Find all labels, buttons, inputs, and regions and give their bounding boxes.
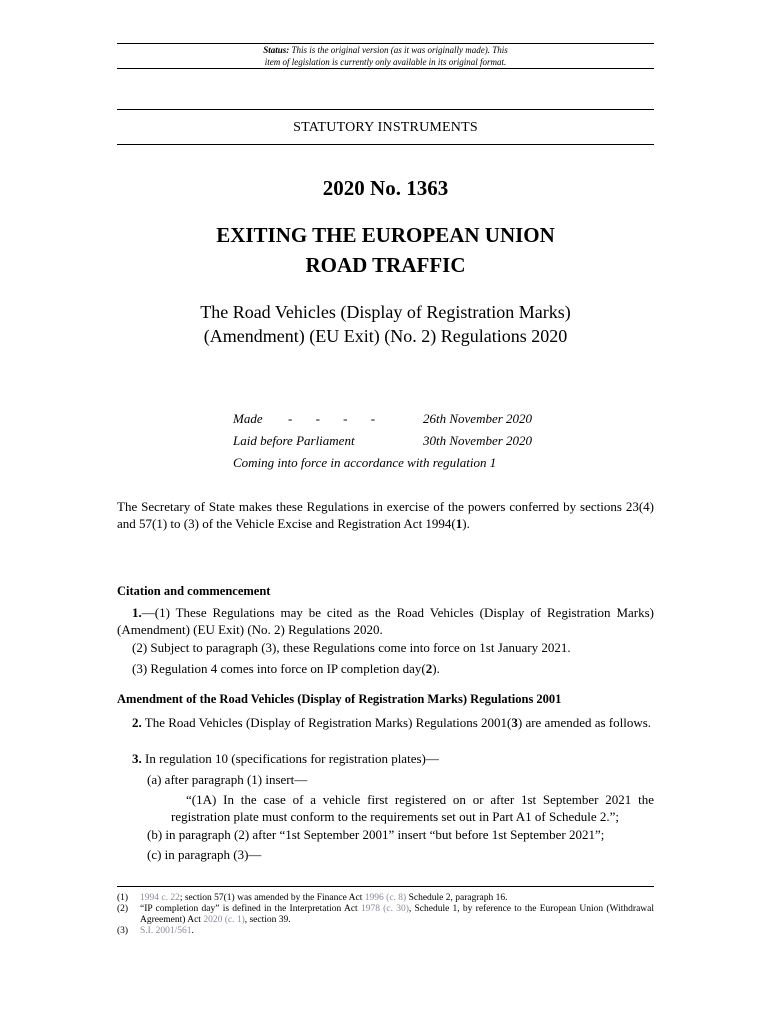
reg3-number: 3. <box>132 751 142 766</box>
footnote-3-end: . <box>191 926 194 936</box>
instrument-number: 2020 No. 1363 <box>322 176 449 200</box>
made-label: Made <box>233 411 263 426</box>
reg1-para3-text: (3) Regulation 4 comes into force on IP completion day( <box>132 661 426 676</box>
footnote-2-text-b: , Schedule 1, by reference to the European Union (Withdrawal Agreement) Act <box>140 904 655 925</box>
footnote-2-text-a: “IP completion day” is defined in the Interpretation Act <box>140 904 361 914</box>
si-bottom-rule <box>117 144 654 145</box>
regulation-title <box>117 300 654 348</box>
subject-road-traffic: ROAD TRAFFIC <box>305 253 466 277</box>
subject-eu: EXITING THE EUROPEAN UNION <box>216 223 555 247</box>
status-notice <box>117 44 654 68</box>
si-top-rule <box>117 109 654 110</box>
reg2-number: 2. <box>132 715 142 730</box>
made-date: 26th November 2020 <box>423 411 533 426</box>
reg3-item-b: (b) in paragraph (2) after “1st September 2001” insert “but before 1st September 2021”; <box>147 827 605 842</box>
footnote-3-number: (3) <box>117 926 129 936</box>
preamble-text: The Secretary of State makes these Regulations in exercise of the powers conferred by sections 23(4) and 57(1) to (3) of the Vehicle Excise and Registration Act 1994( <box>117 499 654 531</box>
laid-label: Laid before Parliament <box>233 433 355 448</box>
status-line1: This is the original version (as it was originally made). This <box>291 45 508 55</box>
reg3-item-c: (c) in paragraph (3)— <box>147 847 262 862</box>
status-label: Status: <box>263 45 290 55</box>
footnote-2-number: (2) <box>117 904 129 914</box>
citation-heading: Citation and commencement <box>117 584 271 598</box>
reg1-number: 1. <box>132 605 142 620</box>
laid-date: 30th November 2020 <box>423 433 533 448</box>
reg3-item-a: (a) after paragraph (1) insert— <box>147 772 308 787</box>
footnote-ref-2[interactable]: 2 <box>425 661 433 676</box>
footnote-2-text <box>140 904 654 926</box>
preamble <box>117 498 654 532</box>
title-line1: The Road Vehicles (Display of Registration Marks) <box>200 302 571 322</box>
reg2-text: The Road Vehicles (Display of Registration Marks) Regulations 2001( <box>141 715 512 730</box>
footnote-ref-1[interactable]: 1 <box>455 516 463 531</box>
amendment-heading: Amendment of the Road Vehicles (Display of Registration Marks) Regulations 2001 <box>117 692 562 706</box>
footnote-2-link-act-1978[interactable]: 1978 (c. 30) <box>360 904 409 914</box>
title-line2: (Amendment) (EU Exit) (No. 2) Regulations 2020 <box>203 326 568 346</box>
footnote-ref-3[interactable]: 3 <box>511 715 518 730</box>
subject-headings <box>117 220 654 280</box>
footnote-2-text-c: , section 39. <box>244 915 291 925</box>
inserted-quote: “(1A) In the case of a vehicle first registered on or after 1st September 2021 the registration plate must conform to the requirements set out in Part A1 of Schedule 2.”; <box>171 792 654 824</box>
footnote-2-link-act-2020[interactable]: 2020 (c. 1) <box>203 915 245 925</box>
category-heading: STATUTORY INSTRUMENTS <box>293 120 478 135</box>
footnote-1-text-b: Schedule 2, paragraph 16. <box>406 893 508 903</box>
reg1-text: —(1) These Regulations may be cited as the Road Vehicles (Display of Registration Marks) (Amendment) (EU Exit) (No. 2) Regulations 2020. <box>117 605 654 637</box>
footnote-1-number: (1) <box>117 893 129 903</box>
reg1-para3-end: ). <box>432 661 440 676</box>
made-dashes: - - - - <box>288 411 386 426</box>
footnote-1-text-a: ; section 57(1) was amended by the Finance Act <box>179 893 365 903</box>
coming-into-force: Coming into force in accordance with regulation 1 <box>233 455 497 470</box>
reg1-para1 <box>117 604 654 638</box>
footnote-1-text <box>140 893 654 904</box>
footnote-1-link-act-1996[interactable]: 1996 (c. 8) <box>364 893 407 903</box>
footnote-1-link-act-1994[interactable]: 1994 c. 22 <box>140 893 180 903</box>
footnote-3-link-si[interactable]: S.I. 2001/561 <box>140 926 192 936</box>
reg3-text: In regulation 10 (specifications for registration plates)— <box>141 751 439 766</box>
reg1-para3 <box>117 660 654 677</box>
status-line2: item of legislation is currently only available in its original format. <box>264 57 507 67</box>
status-bottom-rule <box>117 68 654 69</box>
preamble-end: ). <box>462 516 470 531</box>
footnote-rule <box>117 886 654 887</box>
reg1-para2: (2) Subject to paragraph (3), these Regulations come into force on 1st January 2021. <box>132 640 571 655</box>
reg2-end: ) are amended as follows. <box>517 715 652 730</box>
reg2 <box>117 714 654 731</box>
reg3 <box>117 750 654 767</box>
footnote-3-text <box>140 926 654 937</box>
